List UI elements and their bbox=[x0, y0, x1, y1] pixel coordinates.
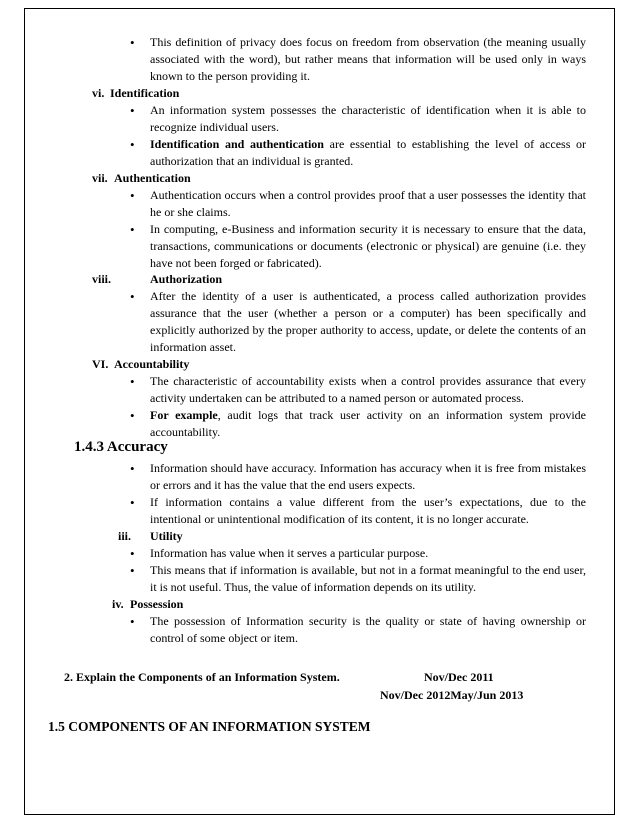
utility-bullet-2: • This means that if information is available, but not in a format meaningful to the end user, it is not useful. Thus, the value of information depends on its utility. bbox=[150, 562, 586, 596]
identification-heading: Identification bbox=[110, 86, 180, 100]
identification-bullet-2-text: are essential to establishing the level of access or authorization that an individual is granted. bbox=[150, 137, 587, 168]
accountability-bullet-1: • The characteristic of accountability exists when a control provides assurance that every activity undertaken can be attributed to a named person or automated process. bbox=[150, 373, 586, 407]
authorization-heading: Authorization bbox=[150, 272, 222, 286]
accuracy-bullet-1: • Information should have accuracy. Information has accuracy when it is free from mistakes or errors and it has the value that the end users expects. bbox=[150, 460, 586, 494]
privacy-bullet-1: • This definition of privacy does focus on freedom from observation (the meaning usually associated with the word), but rather means that information will be used only in ways known to the person providing it. bbox=[150, 34, 586, 85]
accountability-number: VI. bbox=[92, 357, 109, 371]
accountability-heading: Accountability bbox=[114, 357, 190, 371]
utility-heading: Utility bbox=[150, 529, 183, 543]
authorization-bullet-1: • After the identity of a user is authenticated, a process called authorization provides assurance that the user (whether a person or a computer) has been specifically and explicitly authorized by the proper authority to access, update, or delete the contents of an information asset. bbox=[150, 288, 586, 356]
question-text: 2. Explain the Components of an Information System. bbox=[64, 670, 340, 684]
accuracy-heading: 1.4.3 Accuracy bbox=[74, 439, 168, 455]
question-date-1: Nov/Dec 2011 bbox=[424, 670, 494, 684]
accuracy-bullet-2: • If information contains a value different from the user’s expectations, due to the intentional or unintentional modification of its content, it is no longer accurate. bbox=[150, 494, 586, 528]
possession-number: iv. bbox=[112, 597, 124, 611]
authentication-number: vii. bbox=[92, 171, 108, 185]
utility-bullet-1: • Information has value when it serves a particular purpose. bbox=[150, 545, 586, 562]
authentication-bullet-1: • Authentication occurs when a control provides proof that a user possesses the identity that he or she claims. bbox=[150, 187, 586, 221]
accountability-bullet-2-text: , audit logs that track user activity on an information system provide accountability. bbox=[150, 408, 586, 439]
accountability-bullet-2 bbox=[150, 407, 586, 441]
utility-number: iii. bbox=[118, 529, 132, 543]
accountability-bold-phrase: For example bbox=[150, 408, 218, 422]
identification-bullet-2 bbox=[150, 136, 586, 170]
authentication-bullet-2: • In computing, e-Business and information security it is necessary to ensure that the data, transactions, communications or documents (electronic or physical) are genuine (i.e. they have not been forged or fabricated). bbox=[150, 221, 586, 272]
authorization-number: viii. bbox=[92, 272, 112, 286]
authentication-heading: Authentication bbox=[114, 171, 191, 185]
section-heading: 1.5 COMPONENTS OF AN INFORMATION SYSTEM bbox=[48, 719, 371, 734]
possession-heading: Possession bbox=[130, 597, 184, 611]
question-date-2: Nov/Dec 2012May/Jun 2013 bbox=[380, 688, 524, 702]
possession-bullet-1: • The possession of Information security is the quality or state of having ownership or control of some object or item. bbox=[150, 613, 586, 647]
identification-bold-phrase: Identification and authentication bbox=[150, 137, 324, 151]
identification-number: vi. bbox=[92, 86, 105, 100]
identification-bullet-1: • An information system possesses the characteristic of identification when it is able to recognize individual users. bbox=[150, 102, 586, 136]
